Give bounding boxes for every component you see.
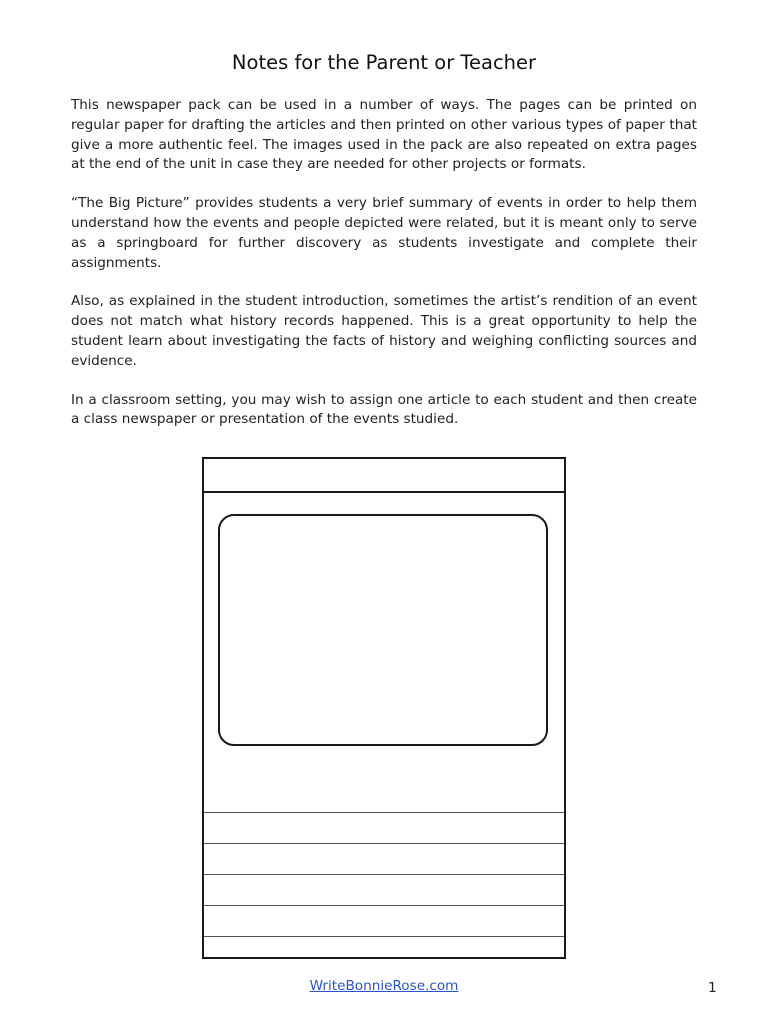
footer-link-wrapper (0, 977, 768, 995)
paragraph-classroom: In a classroom setting, you may wish to assign one article to each student and then create a class newspaper or presentation of the events studied. (71, 391, 697, 428)
writing-line (204, 812, 564, 813)
picture-box (218, 514, 548, 746)
website-link[interactable]: WriteBonnieRose.com (309, 978, 459, 994)
paragraph-artist-rendition: Also, as explained in the student introduction, sometimes the artist’s rendition of an event does not match what history records happened. This is a great opportunity to help the student learn about investigating the facts of history and weighing conflicting sources and evidence. (71, 293, 697, 369)
paragraph-big-picture: “The Big Picture” provides students a very brief summary of events in order to help them understand how the events and people depicted were related, but it is meant only to serve as a springboard for further discovery as students investigate and complete their assignments. (71, 195, 697, 271)
page-title: Notes for the Parent or Teacher (231, 51, 537, 74)
paragraph-usage: This newspaper pack can be used in a number of ways. The pages can be printed on regular paper for drafting the articles and then printed on other various types of paper that give a more authentic feel. The images used in the pack are also repeated on extra pages at the end of the unit in case they are needed for other projects or formats. (71, 97, 697, 173)
body-text (71, 96, 697, 430)
headline-box (204, 459, 564, 493)
writing-line (204, 843, 564, 844)
page-number: 1 (708, 980, 717, 996)
writing-line (204, 936, 564, 937)
newspaper-article-template (202, 457, 566, 959)
writing-line (204, 874, 564, 875)
writing-line (204, 905, 564, 906)
